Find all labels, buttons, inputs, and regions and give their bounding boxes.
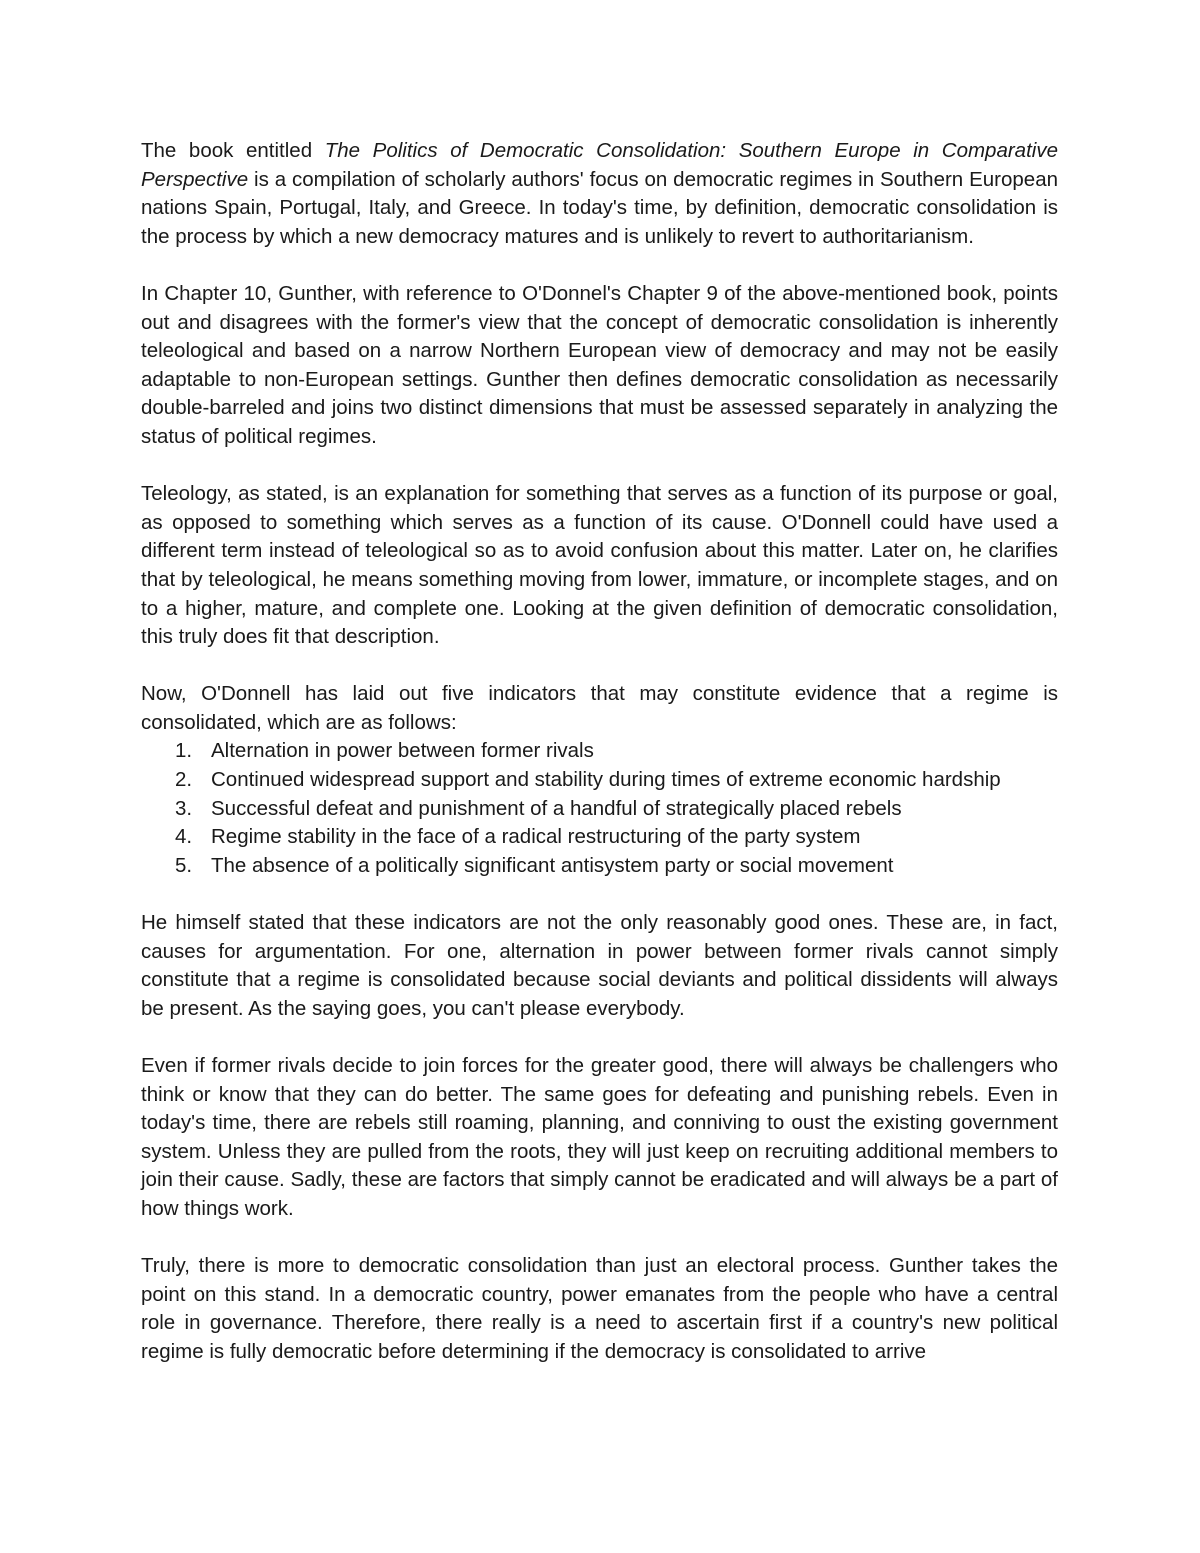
- list-item-text: Regime stability in the face of a radical restructuring of the party system: [211, 825, 861, 849]
- list-item-number: 4.: [175, 825, 193, 849]
- paragraph-chapter-10: In Chapter 10, Gunther, with reference to O'Donnel's Chapter 9 of the above-mentioned book, points out and disagrees with the former's view that the concept of democratic consolidation is inherently teleological and based on a narrow Northern European view of democracy and may not be easily adaptable to non-European settings. Gunther then defines democratic consolidation as necessarily double-barreled and joins two distinct dimensions that must be assessed separately in analyzing the status of political regimes.: [141, 281, 1058, 448]
- list-item-number: 1.: [175, 739, 193, 763]
- intro-lead-text: The book entitled: [141, 139, 325, 162]
- list-item-number: 2.: [175, 768, 193, 792]
- indicators-list: [141, 737, 1058, 880]
- paragraph-teleology: Teleology, as stated, is an explanation for something that serves as a function of its purpose or goal, as opposed to something which serves as a function of its cause. O'Donnell could have used a different term instead of teleological so as to avoid confusion about this matter. Later on, he clarifies that by teleological, he means something moving from lower, immature, or incomplete stages, and on to a higher, mature, and complete one. Looking at the given definition of democratic consolidation, this truly does fit that description.: [141, 482, 1058, 649]
- paragraph-rivals: Even if former rivals decide to join forces for the greater good, there will always be challengers who think or know that they can do better. The same goes for defeating and punishing rebels. Even in today's time, there are rebels still roaming, planning, and conniving to oust the existing government system. Unless they are pulled from the roots, they will just keep on recruiting additional members to join their cause. Sadly, these are factors that simply cannot be eradicated and will always be a part of how things work.: [141, 1054, 1058, 1220]
- paragraph-conclusion: Truly, there is more to democratic consolidation than just an electoral process. Gunther takes the point on this stand. In a democratic country, power emanates from the people who have a central role in governance. Therefore, there really is a need to ascertain first if a country's new political regime is fully democratic before determining if the democracy is consolidated to arrive: [141, 1254, 1058, 1363]
- paragraph-argumentation: He himself stated that these indicators are not the only reasonably good ones. These are, in fact, causes for argumentation. For one, alternation in power between former rivals cannot simply constitute that a regime is consolidated because social deviants and political dissidents will always be present. As the saying goes, you can't please everybody.: [141, 911, 1058, 1020]
- paragraph-indicators-intro: Now, O'Donnell has laid out five indicators that may constitute evidence that a regime is consolidated, which are as follows:: [141, 682, 1058, 734]
- list-item-number: 5.: [175, 853, 193, 877]
- intro-rest-text: is a compilation of scholarly authors' focus on democratic regimes in Southern European nations Spain, Portugal, Italy, and Greece. In today's time, by definition, democratic consolidation is the process by which a new democracy matures and is unlikely to revert to authoritarianism.: [141, 167, 1058, 248]
- list-item-text: Continued widespread support and stability during times of extreme economic hardship: [211, 768, 1001, 792]
- list-item: [141, 823, 1058, 852]
- paragraph-intro: [141, 137, 1058, 251]
- list-item-text: Alternation in power between former rivals: [211, 739, 594, 763]
- list-item: [141, 852, 1058, 881]
- list-item: [141, 766, 1058, 795]
- list-item-text: The absence of a politically significant antisystem party or social movement: [211, 853, 894, 877]
- book-title: The Politics of Democratic Consolidation: Southern Europe in Comparative Perspective: [141, 139, 1058, 191]
- document-page: [141, 137, 1058, 1367]
- list-item-number: 3.: [175, 796, 193, 820]
- list-item: [141, 795, 1058, 824]
- list-item: [141, 737, 1058, 766]
- list-item-text: Successful defeat and punishment of a handful of strategically placed rebels: [211, 796, 902, 820]
